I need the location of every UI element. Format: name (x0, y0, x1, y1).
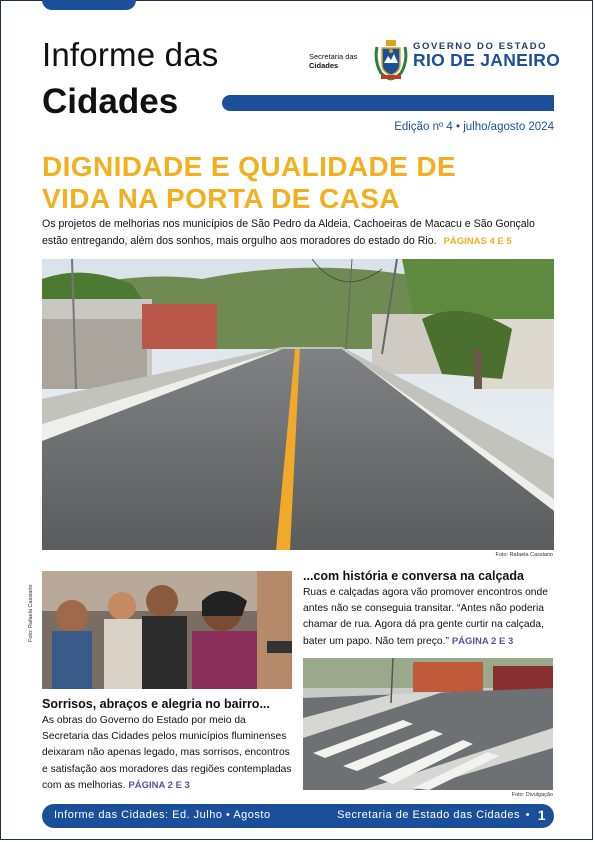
crowd-photo (42, 571, 292, 689)
right-story-page-ref[interactable]: PÁGINA 2 E 3 (451, 635, 514, 647)
footer-publication: Informe das Cidades: Ed. Julho • Agosto (54, 809, 271, 821)
secretaria-label (309, 52, 371, 70)
lead-page-ref[interactable]: PÁGINAS 4 E 5 (443, 236, 512, 247)
masthead-title-line1: Informe das (42, 36, 219, 73)
lead-headline-line2: VIDA NA PORTA DE CASA (42, 183, 400, 214)
crosswalk-photo-credit: Foto: Divulgação (511, 792, 553, 798)
left-story-text: As obras do Governo do Estado por meio da Secretaria das Cidades pelos municípios fluminenses deixaram não apenas legado, mas sorrisos, encontros e satisfação aos moradores das regiões contempladas com as melhorias. (42, 715, 292, 791)
gov-label-line2: RIO DE JANEIRO (413, 50, 561, 70)
lead-headline (42, 151, 562, 215)
left-story-body (42, 713, 294, 794)
left-story-page-ref[interactable]: PÁGINA 2 E 3 (128, 779, 190, 791)
lead-lede-text: Os projetos de melhorias nos municípios de São Pedro da Aldeia, Cachoeiras de Macacu e São Gonçalo estão entregando, além dos sonhos, mais orgulho aos moradores do estado do Rio. (42, 218, 535, 247)
footer-secretaria: Secretaria de Estado das Cidades (337, 809, 520, 821)
edition-label: Edição nº 4 • julho/agosto 2024 (394, 121, 554, 133)
left-story-title: Sorrisos, abraços e alegria no bairro... (42, 697, 270, 711)
masthead-bar (222, 95, 554, 111)
footer-bar (42, 804, 554, 828)
lead-headline-line1: DIGNIDADE E QUALIDADE DE (42, 151, 457, 182)
right-story-text: Ruas e calçadas agora vão promover encontros onde antes não se conseguia transitar. “Antes não poderia chamar de rua. Agora dá pra gente curtir na calçada, bater um papo. Não tem preço.” (303, 587, 548, 647)
footer-separator: • (525, 809, 530, 821)
lead-photo-credit: Foto: Rafaela Cassiano (495, 552, 553, 558)
top-tab-decoration (42, 0, 136, 10)
secretaria-line1: Secretaria das (309, 52, 358, 61)
crowd-photo-credit: Foto: Rafaela Cassiano (28, 584, 34, 642)
footer-page-number: 1 (537, 807, 546, 823)
gov-label-line1: GOVERNO DO ESTADO (413, 41, 548, 52)
crosswalk-photo (303, 658, 553, 790)
lead-lede (42, 216, 557, 250)
secretaria-line2: Cidades (309, 61, 339, 70)
right-story-body (303, 585, 555, 650)
rio-state-crest-icon (371, 37, 411, 81)
right-story-title: ...com história e conversa na calçada (303, 569, 524, 583)
lead-photo-street (42, 259, 554, 550)
masthead-title-line2: Cidades (42, 82, 179, 121)
